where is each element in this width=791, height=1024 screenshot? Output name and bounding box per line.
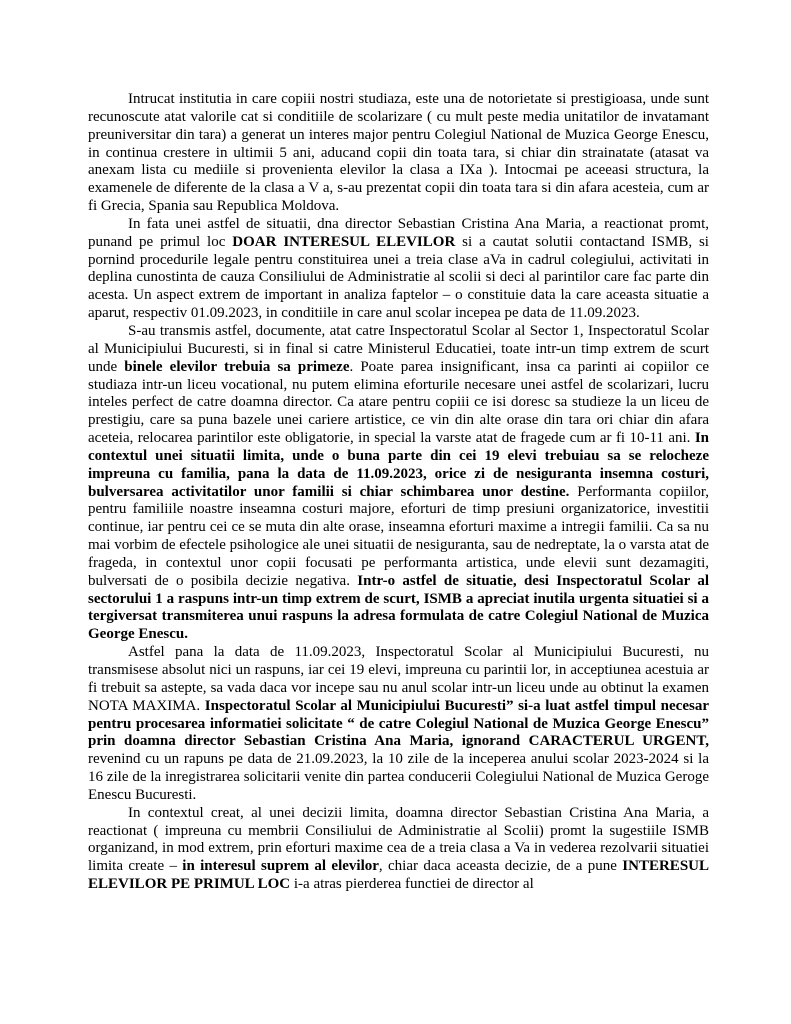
paragraph <box>88 91 709 216</box>
paragraph <box>88 805 709 894</box>
bold-text-run: DOAR INTERESUL ELEVILOR <box>232 233 456 250</box>
text-run: , chiar daca aceasta decizie, de a pune <box>378 858 623 875</box>
text-run: In fata unei astfel de situatii, dna director Sebastian Cristina Ana Maria, a reactionat promt, punand pe primul loc <box>88 215 709 250</box>
bold-text-run: Intr-o astfel de situatie, desi Inspectoratul Scolar al sectorului 1 a raspuns intr-un timp extrem de scurt, ISMB a apreciat inutila urgenta situatiei si a tergiversat transmiterea unui raspuns la adresa formulata de catre Colegiul National de Muzica George Enescu. <box>88 572 709 643</box>
paragraph <box>88 216 709 323</box>
text-run: si a cautat solutii contactand ISMB, si pornind procedurile legale pentru constituirea unei a treia clase aVa in cadrul colegiului, activitati in deplina cunostinta de cauza Consiliului de Administratie al scolii si deci al parintilor care fac parte din acesta. Un aspect extrem de important in analiza faptelor – o constituie data la care aceasta situatie a aparut, respectiv 01.09.2023, in conditiile in care anul scolar incepea pe data de 11.09.2023. <box>88 233 709 322</box>
paragraph <box>88 323 709 644</box>
text-run: revenind cu un rapuns pe data de 21.09.2023, la 10 zile de la inceperea anului scolar 2023-2024 si la 16 zile de la inregistrarea solicitarii venite din partea conducerii Colegiului National de Muzica Geroge Enescu Bucuresti. <box>88 751 709 803</box>
text-run: Intrucat institutia in care copiii nostri studiaza, este una de notorietate si prestigioasa, unde sunt recunoscute atat valorile cat si conditiile de scolarizare ( cu mult peste media unitatilor de invatamant preuniversitar din tara) a generat un interes major pentru Colegiul National de Muzica George Enescu, in continua crestere in ultimii 5 ani, aducand copii din toata tara, si chiar din strainatate (atasat va anexam lista cu mediile si provenienta elevilor la clasa a IXa ). Intocmai pe aceeasi structura, la examenele de diferente de la clasa a V a, s-au prezentat copii din toata tara si din afara acesteia, cum ar fi Grecia, Spania sau Republica Moldova. <box>88 91 709 215</box>
text-run: S-au transmis astfel, documente, atat catre Inspectoratul Scolar al Sector 1, Inspectoratul Scolar al Municipiului Bucuresti, si in final si catre Ministerul Educatiei, toate intr-un timp extrem de scurt unde <box>88 322 709 375</box>
text-run: . Poate parea insignificant, insa ca parinti ai copiilor ce studiaza intr-un liceu vocational, nu putem elimina eforturile necesare unei astfel de scolarizari, lucru inteles perfect de catre doamna director. Ca atare pentru copiii ce isi doresc sa studieze la un liceu de prestigiu, care sa puna bazele unei cariere artistice, ce vin din alte orase din tara ori chiar din afara aceteia, relocarea parintilor este obligatorie, in special la varste atat de fragede cum ar fi 10-11 ani. <box>88 358 709 447</box>
bold-text-run: in interesul suprem al elevilor <box>182 858 379 875</box>
bold-text-run: Inspectoratul Scolar al Municipiului Bucuresti” si-a luat astfel timpul necesar pentru procesarea informatiei solicitate “ de catre Colegiul National de Muzica George Enescu” prin doamna director Sebastian Cristina Ana Maria, ignorand CARACTERUL URGENT, <box>88 697 709 750</box>
text-run: Performanta copiilor, pentru familiile noastre inseamna costuri majore, eforturi de timp presiuni organizatorice, investitii continue, iar pentru cei ce se muta din alte orase, inseamna eforturi maxime a intregii familii. Ca sa nu mai vorbim de efectele psihologice ale unei situatii de nesiguranta, sau de nedreptate, la o varsta atat de frageda, in contextul unor copii focusati pe performanta artistica, unde elevii sunt dezamagiti, bulversati de o posibila decizie negativa. <box>88 483 710 589</box>
paragraph <box>88 644 709 805</box>
bold-text-run: binele elevilor trebuia sa primeze <box>124 358 350 375</box>
text-run: i-a atras pierderea functiei de director al <box>290 876 534 893</box>
bold-text-run: In contextul unei situatii limita, unde o buna parte din cei 19 elevi trebuiau sa se relocheze impreuna cu familia, pana la data de 11.09.2023, orice zi de nesiguranta insemna costuri, bulversarea activitatilor unor familii si chiar schimbarea unor destine. <box>88 430 709 500</box>
text-run: Astfel pana la data de 11.09.2023, Inspectoratul Scolar al Municipiului Bucuresti, nu transmisese absolut nici un raspuns, iar cei 19 elevi, impreuna cu parintii lor, in acceptiunea acestuia ar fi trebuit sa astepte, sa vada daca vor incepe sau nu anul scolar intr-un liceu unde au obtinut la examen NOTA MAXIMA. <box>88 644 709 714</box>
text-run: In contextul creat, al unei decizii limita, doamna director Sebastian Cristina Ana Maria, a reactionat ( impreuna cu membrii Consiliului de Administratie al Scolii) promt la sugestiile ISMB organizand, in mod extrem, prin eforturi maxime cea de a treia clasa a Va in vederea rezolvarii situatiei limita create – <box>88 804 709 875</box>
bold-text-run: INTERESUL ELEVILOR PE PRIMUL LOC <box>88 858 709 893</box>
document-body <box>88 91 709 894</box>
